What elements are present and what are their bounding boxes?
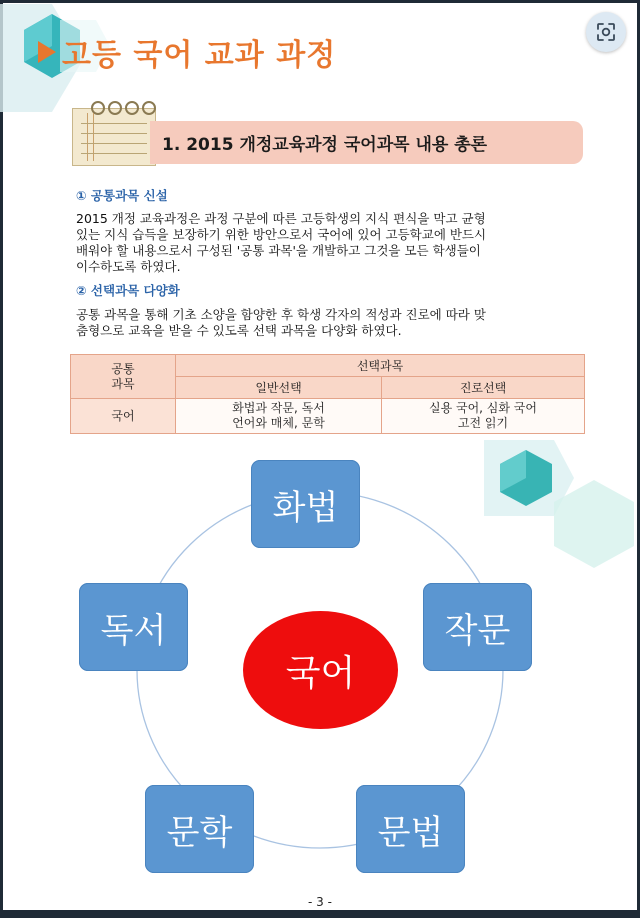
cell-line: 실용 국어, 심화 국어 [429,401,537,415]
text-line: 배워야 할 내용으로서 구성된 '공통 과목'을 개발하고 그것을 모든 학생들이 [76,243,481,258]
subheading-elective-subject: ② 선택과목 다양화 [76,283,180,298]
text-line: 이수하도록 하였다. [76,259,181,274]
text-line: 공통 과목을 통해 기초 소양을 함양한 후 학생 각자의 적성과 진로에 따라 맞 [76,307,486,322]
subject-cell: 국어 [71,399,176,434]
paragraph-elective-subject [76,307,586,339]
center-node-korean: 국어 [243,611,398,729]
title-block [38,30,336,74]
curriculum-table [70,354,585,434]
page-title: 고등 국어 교과 과정 [62,38,337,73]
elective-header: 선택과목 [176,355,585,377]
cycle-node-reading: 독서 [79,583,188,671]
scan-icon [596,22,616,42]
cycle-node-writing: 작문 [423,583,532,671]
notepad-icon [72,108,156,166]
text-line: 있는 지식 습득을 보장하기 위한 방안으로서 국어에 있어 고등학교에 반드시 [76,227,487,242]
page-number: - 3 - [308,895,332,909]
header-line: 공통 [111,361,135,376]
career-elective-cell [382,399,585,434]
subheading-common-subject: ① 공통과목 신설 [76,188,168,203]
text-line: 2015 개정 교육과정은 과정 구분에 따른 고등학생의 지식 편식을 막고 균형 [76,211,486,226]
cycle-node-speech: 화법 [251,460,360,548]
scan-button[interactable] [586,12,626,52]
section-title-bar [150,121,583,164]
cell-line: 화법과 작문, 독서 [232,401,325,415]
section-title: 1. 2015 개정교육과정 국어과목 내용 총론 [162,135,488,155]
career-elective-header: 진로선택 [382,377,585,399]
cell-line: 언어와 매체, 문학 [232,416,325,430]
play-arrow-icon [38,41,56,63]
paragraph-common-subject [76,211,586,275]
cell-line: 고전 읽기 [457,416,509,430]
text-line: 춤형으로 교육을 받을 수 있도록 선택 과목을 다양화 하였다. [76,323,402,338]
common-subject-header [71,355,176,399]
general-elective-header: 일반선택 [176,377,382,399]
general-elective-cell [176,399,382,434]
cycle-node-literature: 문학 [145,785,254,873]
header-line: 과목 [111,376,135,391]
cycle-node-grammar: 문법 [356,785,465,873]
